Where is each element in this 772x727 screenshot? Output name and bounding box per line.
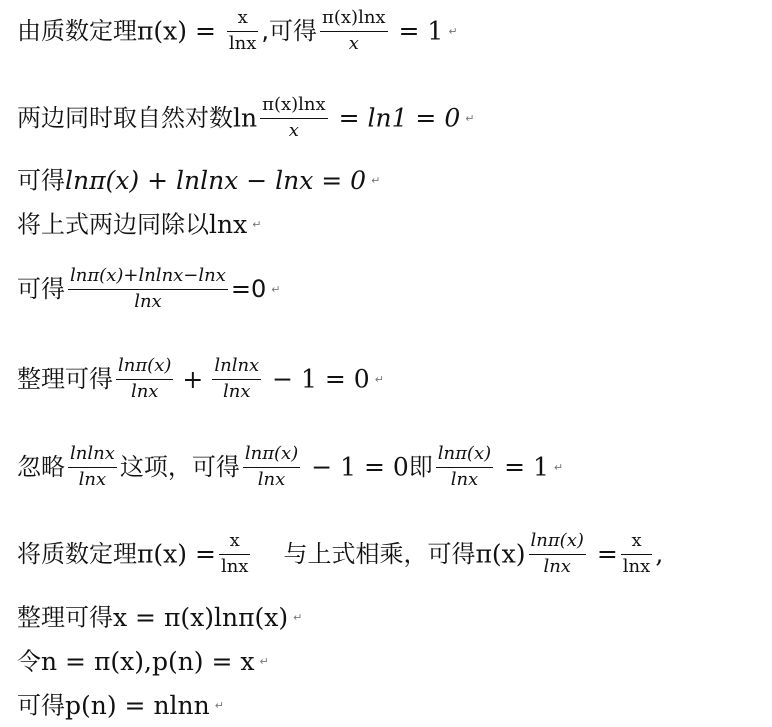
paragraph-mark-icon: ↵ bbox=[448, 24, 458, 38]
fraction bbox=[436, 444, 493, 490]
paragraph-mark-icon: ↵ bbox=[252, 218, 262, 231]
math: π(x) = bbox=[137, 539, 216, 569]
denominator: x bbox=[288, 119, 299, 141]
math: , bbox=[143, 647, 152, 676]
fraction bbox=[212, 356, 261, 402]
line-simplify bbox=[17, 356, 384, 402]
fraction bbox=[260, 95, 328, 141]
text: 可得 bbox=[17, 275, 65, 304]
math: + bbox=[182, 364, 204, 394]
paragraph-mark-icon: ↵ bbox=[259, 655, 269, 668]
text: 将质数定理 bbox=[17, 540, 137, 569]
text: 整理可得 bbox=[17, 603, 113, 632]
fraction bbox=[219, 531, 251, 577]
text: 即 bbox=[408, 453, 433, 482]
text: 与上式相乘，可得 bbox=[283, 540, 476, 569]
denominator: lnx bbox=[220, 555, 249, 577]
denominator: lnx bbox=[450, 468, 479, 490]
text: 这项，可得 bbox=[119, 453, 240, 482]
paragraph-mark-icon: ↵ bbox=[465, 111, 475, 125]
paragraph-mark-icon: ↵ bbox=[293, 611, 303, 624]
math: , bbox=[655, 539, 664, 569]
numerator: x bbox=[227, 8, 259, 32]
paragraph-mark-icon: ↵ bbox=[371, 174, 381, 187]
denominator: lnx bbox=[543, 555, 571, 577]
text: 整理可得 bbox=[17, 365, 113, 394]
numerator: lnπ(x) bbox=[116, 356, 173, 380]
math: p(n) = x bbox=[151, 647, 255, 676]
paragraph-mark-icon: ↵ bbox=[374, 372, 384, 386]
fraction bbox=[68, 444, 117, 490]
text: 可得 bbox=[17, 691, 65, 720]
numerator: lnπ(x)+lnlnx−lnx bbox=[68, 266, 228, 290]
numerator: π(x)lnx bbox=[260, 95, 328, 119]
denominator: x bbox=[348, 32, 359, 54]
line-expand bbox=[17, 166, 380, 193]
numerator: lnπ(x) bbox=[243, 444, 300, 468]
line-conclusion bbox=[17, 691, 224, 718]
text: ,可得 bbox=[261, 17, 318, 46]
text: 可得 bbox=[17, 166, 65, 195]
math: lnπ(x) + lnlnx − lnx = 0 bbox=[65, 166, 367, 195]
math: lnx bbox=[209, 210, 248, 239]
text: 两边同时取自然对数 bbox=[17, 104, 233, 133]
line-divided-result bbox=[17, 266, 281, 312]
text: 将上式两边同除以 bbox=[17, 210, 209, 239]
math: ln bbox=[233, 103, 258, 133]
line-divide bbox=[17, 210, 261, 237]
math: − 1 = 0 bbox=[311, 452, 409, 482]
math: p(n) = nlnn bbox=[65, 691, 210, 720]
fraction bbox=[227, 8, 259, 54]
math: π(x) bbox=[475, 539, 526, 569]
paragraph-mark-icon: ↵ bbox=[271, 282, 281, 296]
line-prime-theorem bbox=[17, 8, 458, 54]
denominator: lnx bbox=[257, 468, 286, 490]
math: = ln1 = 0 bbox=[338, 103, 461, 133]
math: x = π(x)lnπ(x) bbox=[113, 603, 289, 632]
numerator: lnlnx bbox=[68, 444, 117, 468]
denominator: lnx bbox=[622, 555, 651, 577]
line-neglect bbox=[17, 444, 563, 490]
line-let bbox=[17, 647, 269, 674]
text: 由质数定理 bbox=[17, 17, 137, 46]
numerator: x bbox=[219, 531, 251, 555]
numerator: lnπ(x) bbox=[436, 444, 493, 468]
numerator: x bbox=[621, 531, 653, 555]
fraction bbox=[68, 266, 228, 312]
denominator: lnx bbox=[130, 380, 159, 402]
fraction bbox=[529, 531, 586, 577]
denominator: lnx bbox=[228, 32, 257, 54]
math: π(x) = bbox=[137, 16, 216, 46]
math: =0 bbox=[230, 275, 267, 304]
numerator: lnπ(x) bbox=[529, 531, 586, 555]
math: = 1 bbox=[504, 452, 549, 482]
numerator: π(x)lnx bbox=[320, 8, 388, 32]
text: 忽略 bbox=[17, 453, 65, 482]
fraction bbox=[320, 8, 388, 54]
math: − 1 = 0 bbox=[272, 364, 370, 394]
math: = 1 bbox=[398, 16, 444, 46]
text: 令 bbox=[17, 647, 41, 676]
denominator: lnx bbox=[223, 380, 251, 402]
numerator: lnlnx bbox=[212, 356, 261, 380]
line-arrange bbox=[17, 603, 302, 630]
fraction bbox=[621, 531, 653, 577]
denominator: lnx bbox=[134, 290, 162, 312]
math: = bbox=[596, 539, 618, 569]
line-natural-log bbox=[17, 95, 474, 141]
denominator: lnx bbox=[78, 468, 107, 490]
line-multiply bbox=[17, 531, 663, 577]
fraction bbox=[116, 356, 173, 402]
math: n = π(x) bbox=[41, 647, 144, 676]
fraction bbox=[243, 444, 300, 490]
paragraph-mark-icon: ↵ bbox=[214, 699, 224, 712]
paragraph-mark-icon: ↵ bbox=[553, 460, 564, 474]
